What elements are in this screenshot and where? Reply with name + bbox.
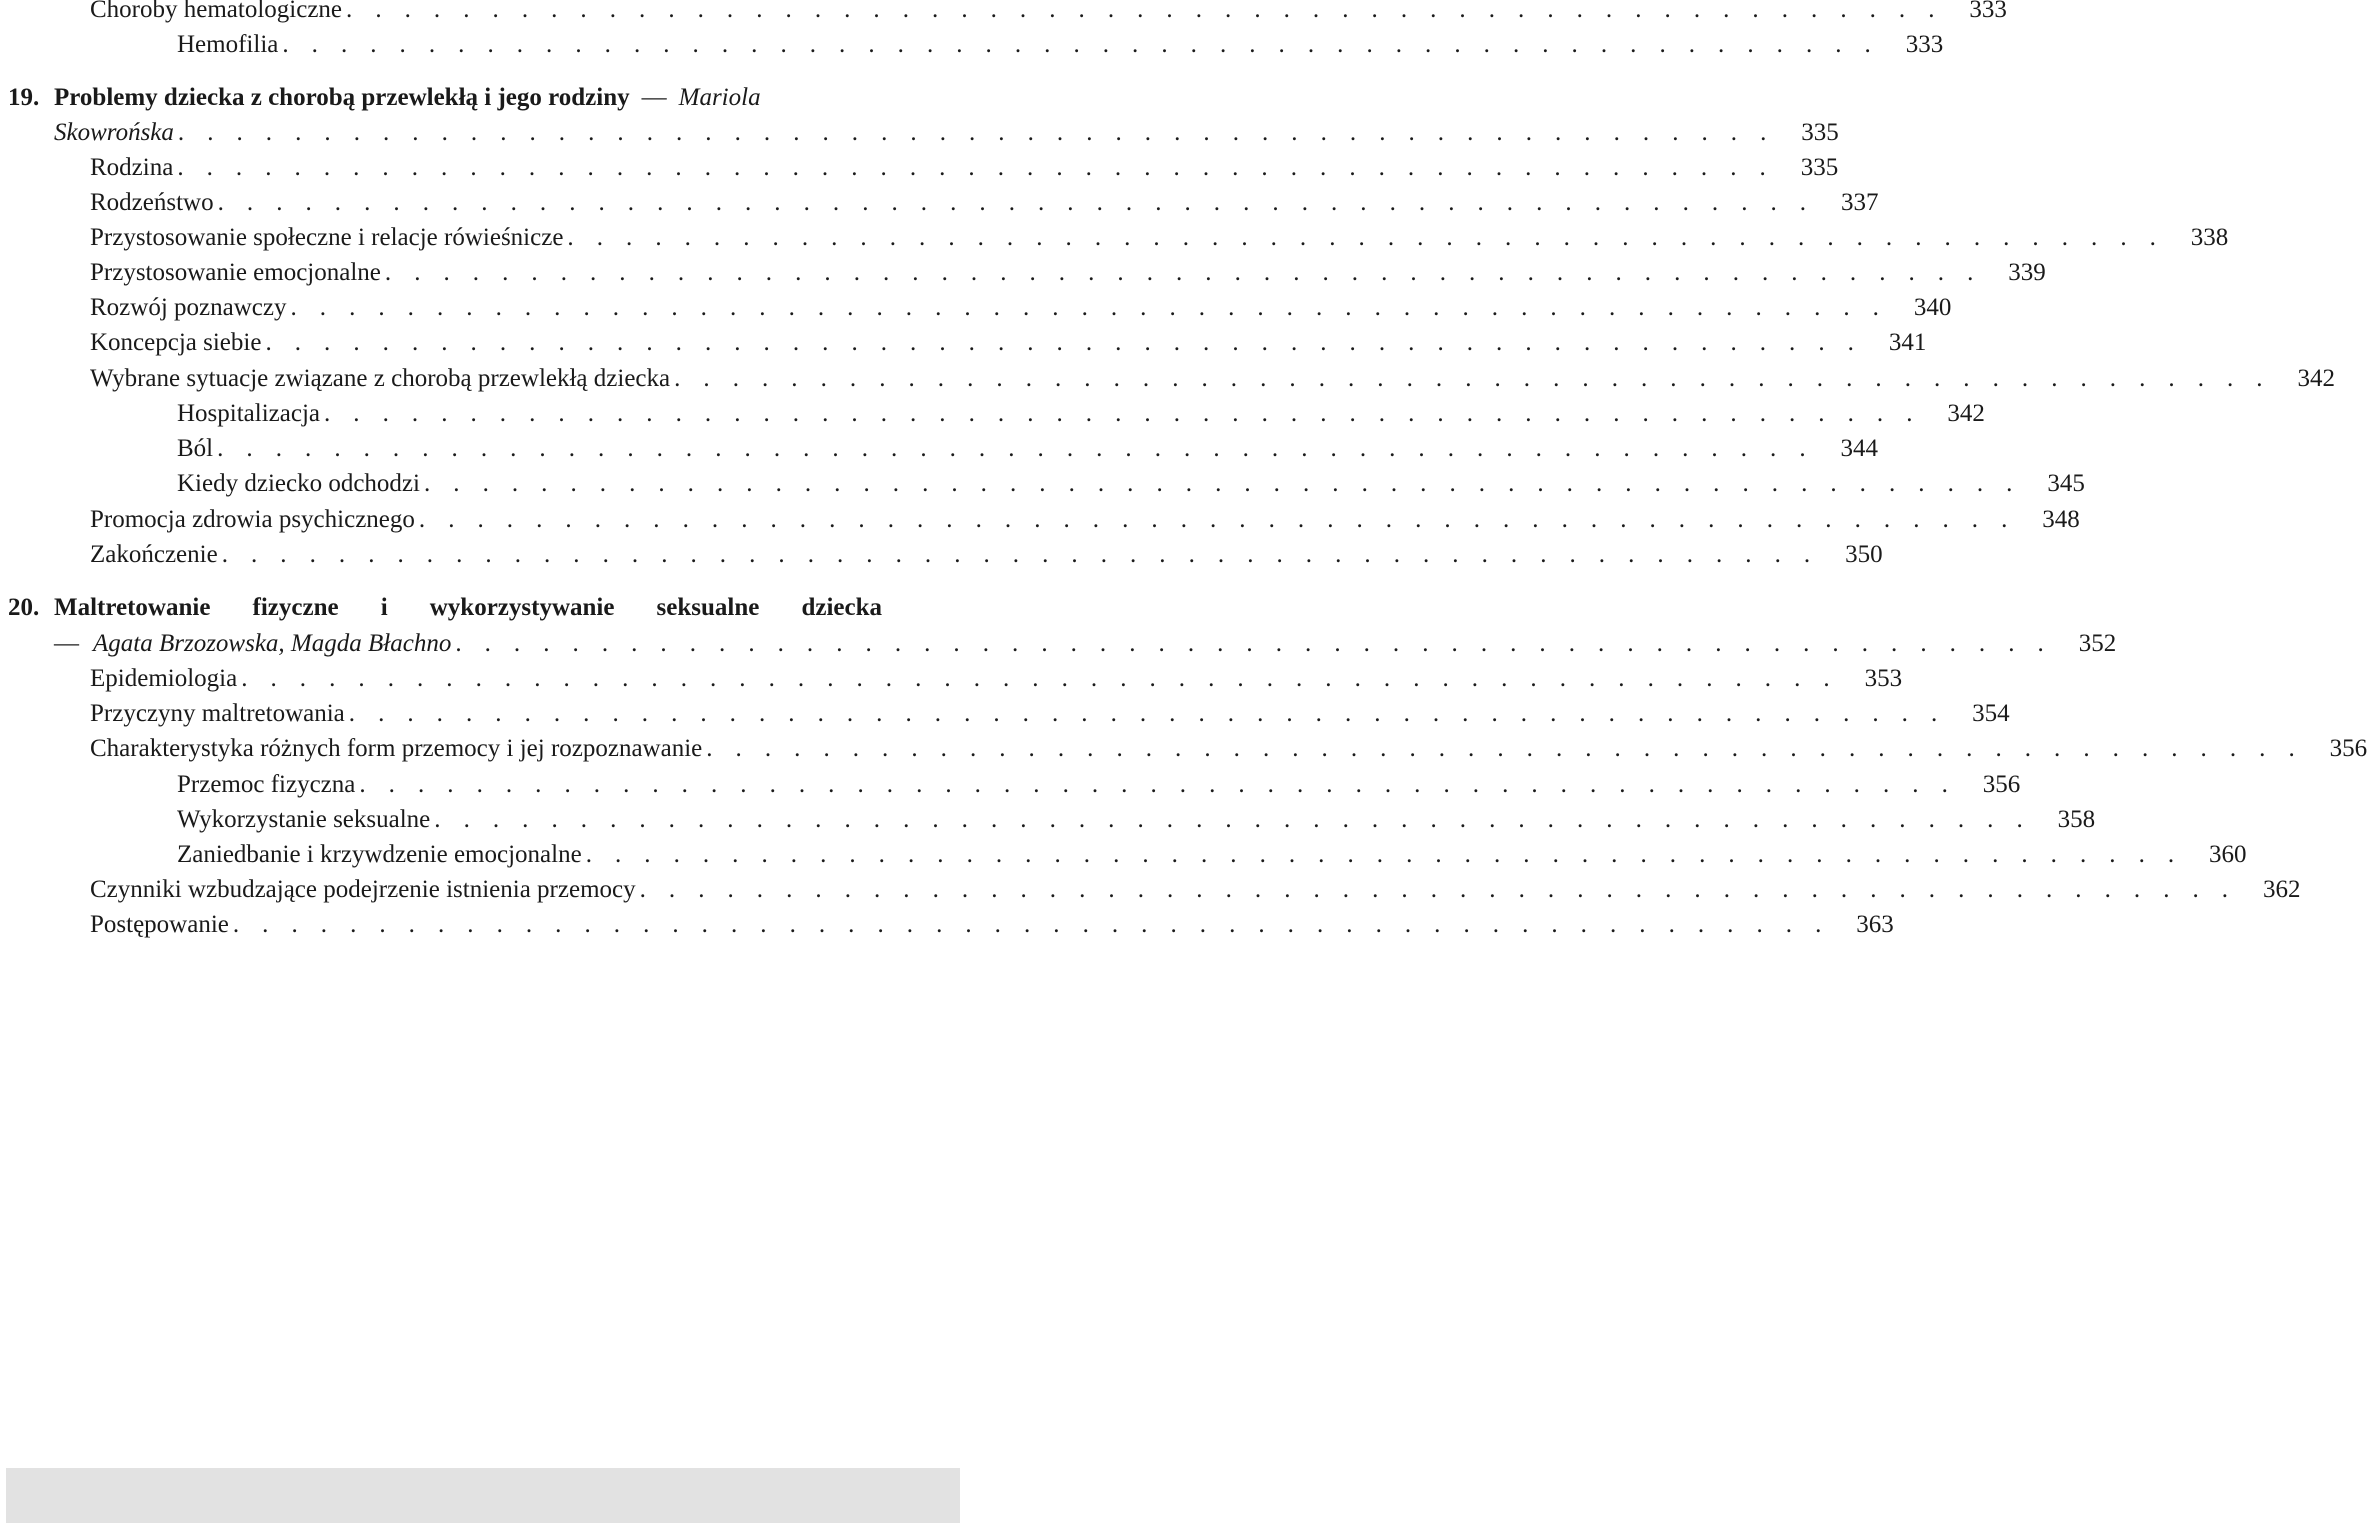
dot-leader: . . . . . . . . . . . . . . . . . . . . . . . . . . . . . . . . . . . . . . . . . . . . . . . . . . . . . . . [567, 224, 2165, 251]
dot-leader: . . . . . . . . . . . . . . . . . . . . . . . . . . . . . . . . . . . . . . . . . . . . . . . . . . . . . . . [265, 329, 1863, 356]
dot-leader: . . . . . . . . . . . . . . . . . . . . . . . . . . . . . . . . . . . . . . . . . . . . . . . . . . . . . . . [177, 154, 1775, 181]
em-dash: — [641, 84, 667, 111]
page-number: 340 [1913, 294, 1952, 321]
page-number: 335 [1800, 154, 1839, 181]
toc-entry[interactable] [0, 119, 1839, 154]
chapter-title-word: dziecka [801, 594, 882, 621]
entry-title: Ból [177, 435, 214, 462]
chapter-number: 20. [8, 594, 40, 621]
toc-entry[interactable] [0, 224, 2229, 259]
entry-title: Kiedy dziecko odchodzi [177, 470, 420, 497]
toc-entry[interactable] [0, 806, 2096, 841]
toc-entry[interactable] [0, 470, 2085, 505]
dot-leader: . . . . . . . . . . . . . . . . . . . . . . . . . . . . . . . . . . . . . . . . . . . . . . . . . . . . . . . [418, 506, 2016, 533]
toc-entry[interactable] [0, 735, 2367, 770]
toc-entry[interactable] [0, 259, 2046, 294]
dot-leader: . . . . . . . . . . . . . . . . . . . . . . . . . . . . . . . . . . . . . . . . . . . . . . . . . . . . . . . [232, 911, 1830, 938]
toc-entry[interactable] [0, 771, 2021, 806]
entry-title: Charakterystyka różnych form przemocy i jej rozpoznawanie [90, 735, 703, 762]
dot-leader: . . . . . . . . . . . . . . . . . . . . . . . . . . . . . . . . . . . . . . . . . . . . . . . . . . . . . . . [241, 665, 1839, 692]
entry-title: Rodzina [90, 154, 174, 181]
chapter-heading[interactable] [0, 84, 960, 119]
dot-leader: . . . . . . . . . . . . . . . . . . . . . . . . . . . . . . . . . . . . . . . . . . . . . . . . . . . . . . . [346, 0, 1943, 23]
chapter-title-word: fizyczne [252, 594, 339, 621]
page-number: 352 [2078, 630, 2117, 657]
entry-title: Rodzeństwo [90, 189, 214, 216]
toc-entry[interactable] [0, 700, 2010, 735]
chapter-number: 19. [8, 84, 40, 111]
entry-title: Wybrane sytuacje związane z chorobą przewlekłą dziecka [90, 365, 671, 392]
chapter-title: Problemy dziecka z chorobą przewlekłą i jego rodziny [54, 84, 630, 111]
toc-entry[interactable] [0, 541, 1883, 576]
page-footer-band [6, 1468, 960, 1523]
chapter-author: Mariola [678, 84, 761, 111]
page-number: 333 [1969, 0, 2007, 23]
dot-leader: . . . . . . . . . . . . . . . . . . . . . . . . . . . . . . . . . . . . . . . . . . . . . . . . . . . . . . . [217, 189, 1815, 216]
chapter-title-word: Maltretowanie [54, 594, 211, 621]
entry-title: Rozwój poznawczy [90, 294, 287, 321]
page-number: 350 [1845, 541, 1883, 568]
page-number: 337 [1840, 189, 1879, 216]
entry-title: Hemofilia [177, 31, 279, 58]
dot-leader: . . . . . . . . . . . . . . . . . . . . . . . . . . . . . . . . . . . . . . . . . . . . . . . . . . . . . . . [706, 735, 2304, 762]
page-number: 338 [2190, 224, 2229, 251]
page-number: 342 [2297, 365, 2335, 392]
entry-title: Koncepcja siebie [90, 329, 262, 356]
dot-leader: . . . . . . . . . . . . . . . . . . . . . . . . . . . . . . . . . . . . . . . . . . . . . . . . . . . . . . . [282, 31, 1880, 58]
toc-entry[interactable] [0, 841, 2247, 876]
page-number: 341 [1888, 329, 1927, 356]
toc-entry[interactable] [0, 0, 2007, 31]
dot-leader: . . . . . . . . . . . . . . . . . . . . . . . . . . . . . . . . . . . . . . . . . . . . . . . . . . . . . . . [177, 119, 1775, 146]
toc-entry[interactable] [0, 630, 2117, 665]
dot-leader: . . . . . . . . . . . . . . . . . . . . . . . . . . . . . . . . . . . . . . . . . . . . . . . . . . . . . . . [290, 294, 1888, 321]
dot-leader: . . . . . . . . . . . . . . . . . . . . . . . . . . . . . . . . . . . . . . . . . . . . . . . . . . . . . . . [434, 806, 2032, 833]
dot-leader: . . . . . . . . . . . . . . . . . . . . . . . . . . . . . . . . . . . . . . . . . . . . . . . . . . . . . . . [221, 541, 1819, 568]
chapter-title-word: i [380, 594, 388, 621]
chapter-title-word: wykorzystywanie [429, 594, 615, 621]
toc-entry[interactable] [0, 189, 1879, 224]
dot-leader: . . . . . . . . . . . . . . . . . . . . . . . . . . . . . . . . . . . . . . . . . . . . . . . . . . . . . . . [348, 700, 1946, 727]
entry-title: Promocja zdrowia psychicznego [90, 506, 415, 533]
page-number: 335 [1801, 119, 1839, 146]
entry-title: Przyczyny maltretowania [90, 700, 345, 727]
page-number: 342 [1947, 400, 1985, 427]
toc-entry[interactable] [0, 31, 1944, 66]
toc-entry[interactable] [0, 400, 1985, 435]
entry-title: Przystosowanie emocjonalne [90, 259, 381, 286]
dot-leader: . . . . . . . . . . . . . . . . . . . . . . . . . . . . . . . . . . . . . . . . . . . . . . . . . . . . . . . [674, 365, 2271, 392]
dot-leader: . . . . . . . . . . . . . . . . . . . . . . . . . . . . . . . . . . . . . . . . . . . . . . . . . . . . . . . [455, 630, 2053, 657]
entry-title: Epidemiologia [90, 665, 238, 692]
page-number: 353 [1864, 665, 1903, 692]
toc-entry[interactable] [0, 435, 1878, 470]
page-number: 360 [2209, 841, 2247, 868]
toc-entry[interactable] [0, 665, 1903, 700]
dot-leader: . . . . . . . . . . . . . . . . . . . . . . . . . . . . . . . . . . . . . . . . . . . . . . . . . . . . . . . [639, 876, 2237, 903]
dot-leader: . . . . . . . . . . . . . . . . . . . . . . . . . . . . . . . . . . . . . . . . . . . . . . . . . . . . . . . [359, 771, 1957, 798]
page-number: 333 [1905, 31, 1944, 58]
page-number: 345 [2047, 470, 2085, 497]
entry-title: Przystosowanie społeczne i relacje rówieśnicze [90, 224, 564, 251]
chapter-author: Skowrońska [54, 119, 174, 146]
dot-leader: . . . . . . . . . . . . . . . . . . . . . . . . . . . . . . . . . . . . . . . . . . . . . . . . . . . . . . . [217, 435, 1814, 462]
toc-entry[interactable] [0, 365, 2335, 400]
toc-entry[interactable] [0, 911, 1894, 946]
toc-entry[interactable] [0, 329, 1927, 364]
entry-title: Czynniki wzbudzające podejrzenie istnienia przemocy [90, 876, 636, 903]
dot-leader: . . . . . . . . . . . . . . . . . . . . . . . . . . . . . . . . . . . . . . . . . . . . . . . . . . . . . . . [423, 470, 2021, 497]
page-number: 356 [1982, 771, 2021, 798]
page-number: 362 [2262, 876, 2301, 903]
page-number: 339 [2008, 259, 2046, 286]
page-number: 363 [1856, 911, 1894, 938]
chapter-title-word: seksualne [656, 594, 760, 621]
chapter-author: Agata Brzozowska, Magda Błachno [93, 630, 452, 657]
toc-entry[interactable] [0, 154, 1839, 189]
page-number: 356 [2329, 735, 2367, 762]
dot-leader: . . . . . . . . . . . . . . . . . . . . . . . . . . . . . . . . . . . . . . . . . . . . . . . . . . . . . . . [384, 259, 1982, 286]
page-number: 354 [1972, 700, 2010, 727]
toc-entry[interactable] [0, 294, 1952, 329]
toc-entry[interactable] [0, 876, 2301, 911]
entry-title: Przemoc fizyczna [177, 771, 356, 798]
entry-title: Wykorzystanie seksualne [177, 806, 431, 833]
page-number: 344 [1840, 435, 1878, 462]
entry-title: Zaniedbanie i krzywdzenie emocjonalne [177, 841, 582, 868]
entry-title: Postępowanie [90, 911, 229, 938]
entry-title: Zakończenie [90, 541, 218, 568]
em-dash: — [54, 630, 79, 657]
entry-title: Hospitalizacja [177, 400, 320, 427]
entry-title: Choroby hematologiczne [90, 0, 343, 23]
toc-entry[interactable] [0, 506, 2080, 541]
dot-leader: . . . . . . . . . . . . . . . . . . . . . . . . . . . . . . . . . . . . . . . . . . . . . . . . . . . . . . . [324, 400, 1921, 427]
page-number: 348 [2042, 506, 2080, 533]
page-number: 358 [2057, 806, 2096, 833]
chapter-title [54, 594, 882, 629]
dot-leader: . . . . . . . . . . . . . . . . . . . . . . . . . . . . . . . . . . . . . . . . . . . . . . . . . . . . . . . [585, 841, 2183, 868]
